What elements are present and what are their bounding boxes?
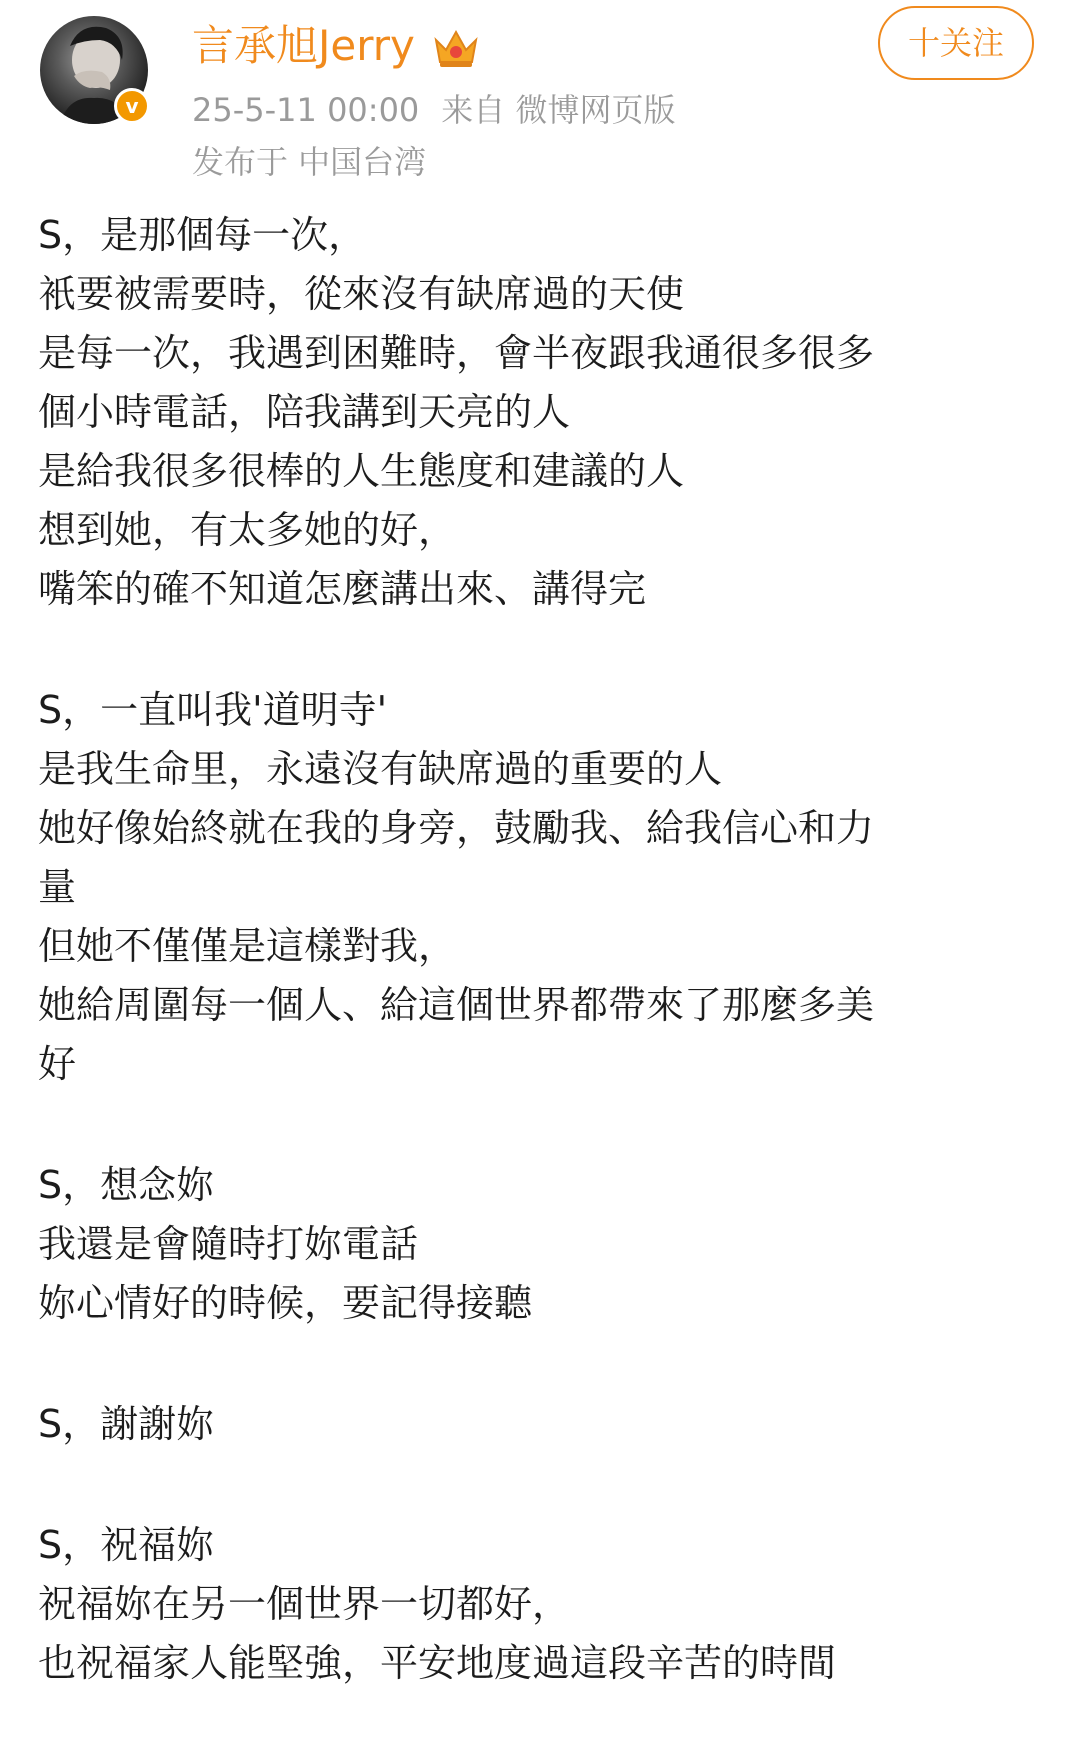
post-text-line: 但她不僅僅是這樣對我， <box>38 924 457 968</box>
post-text-line: 是每一次，我遇到困難時，會半夜跟我通很多很多 <box>38 331 875 375</box>
post-text-line: 祝福妳在另一個世界一切都好， <box>38 1582 571 1626</box>
post-header <box>0 0 1080 200</box>
post-text-line: 嘴笨的確不知道怎麼講出來、講得完 <box>38 567 647 611</box>
post-text-line: S，是那個每一次， <box>38 213 367 257</box>
post-paragraph <box>38 1156 1048 1333</box>
post-paragraph <box>38 1395 1048 1454</box>
post-text <box>38 206 1048 1755</box>
post-text-line: S，想念妳 <box>38 1163 215 1207</box>
post-text-line: 是我生命里，永遠沒有缺席過的重要的人 <box>38 747 723 791</box>
post-text-line: 個小時電話，陪我講到天亮的人 <box>38 390 571 434</box>
post-paragraph <box>38 681 1048 1094</box>
post-text-line: 想到她，有太多她的好， <box>38 508 457 552</box>
follow-button[interactable]: 十关注 <box>878 6 1034 80</box>
post-text-line: 是給我很多很棒的人生態度和建議的人 <box>38 449 685 493</box>
post-paragraph <box>38 1516 1048 1693</box>
post-text-line: S，謝謝妳 <box>38 1402 215 1446</box>
post-text-line: 她好像始終就在我的身旁，鼓勵我、給我信心和力 <box>38 806 875 850</box>
post-text-line: 好 <box>38 1042 77 1086</box>
post-text-line: S，一直叫我'道明寺' <box>38 688 388 732</box>
post-timestamp[interactable]: 25-5-11 00:00 <box>192 91 420 129</box>
crown-icon <box>432 26 480 70</box>
post-meta <box>192 88 675 132</box>
post-location: 发布于 中国台湾 <box>192 143 427 181</box>
post-text-line: 量 <box>38 865 77 909</box>
post-text-line: 我還是會隨時打妳電話 <box>38 1222 419 1266</box>
post-source: 来自 微博网页版 <box>441 91 676 129</box>
post-text-line: 也祝福家人能堅強，平安地度過這段辛苦的時間 <box>38 1641 837 1685</box>
post-text-line: 衹要被需要時，從來沒有缺席過的天使 <box>38 272 685 316</box>
username[interactable]: 言承旭Jerry <box>192 21 415 70</box>
post-text-line: 她給周圍每一個人、給這個世界都帶來了那麼多美 <box>38 983 875 1027</box>
post-text-line: S，祝福妳 <box>38 1523 215 1567</box>
verified-badge-icon: v <box>114 88 150 124</box>
post-paragraph <box>38 206 1048 619</box>
post-text-line: 妳心情好的時候，要記得接聽 <box>38 1281 533 1325</box>
